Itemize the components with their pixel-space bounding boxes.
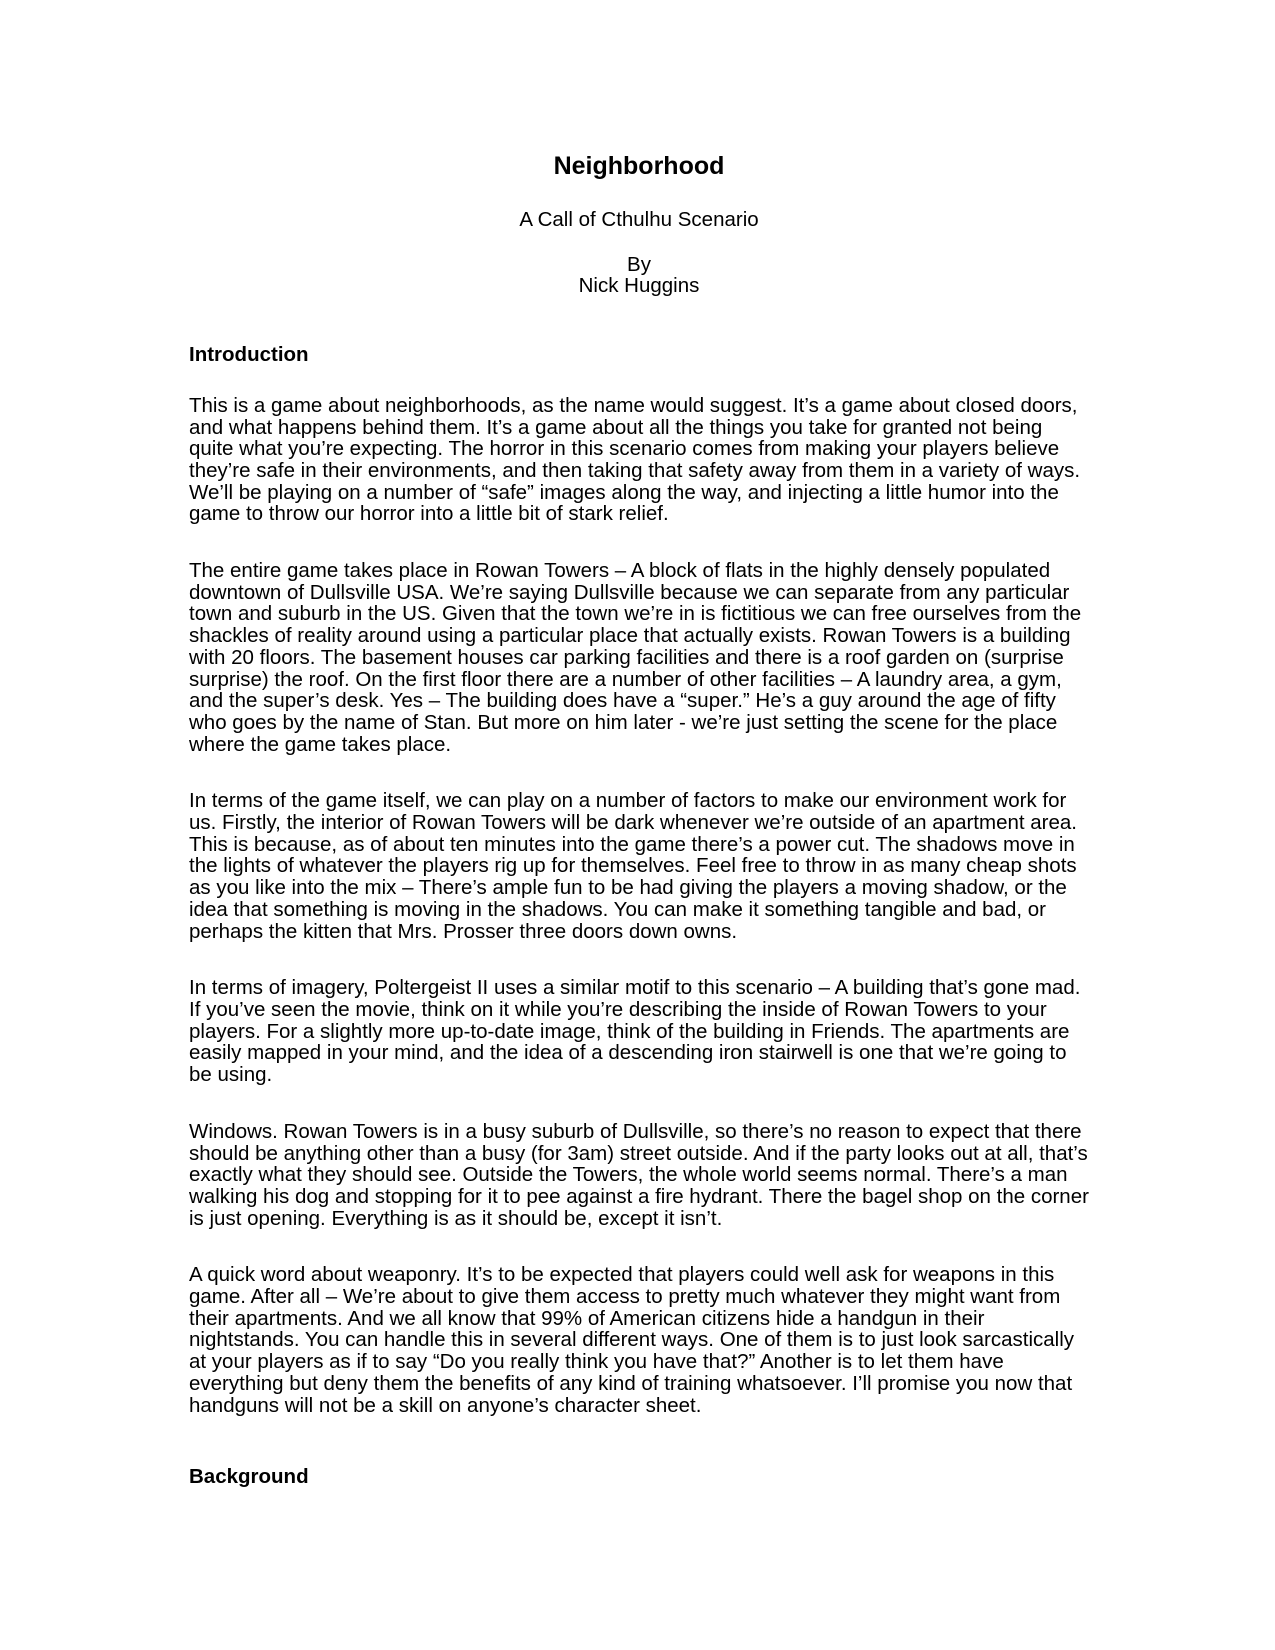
paragraph-intro-2: The entire game takes place in Rowan Towers – A block of flats in the highly densely populated downtown of Dullsville USA. We’re saying Dullsville because we can separate from any particular town and suburb in the US. Given that the town we’re in is fictitious we can free ourselves from the shackles of reality around using a particular place that actually exists. Rowan Towers is a building with 20 floors. The basement houses car parking facilities and there is a roof garden on (surprise surprise) the roof. On the first floor there are a number of other facilities – A laundry area, a gym, and the super’s desk. Yes – The building does have a “super.” He’s a guy around the age of fifty who goes by the name of Stan. But more on him later - we’re just setting the scene for the place where the game takes place. xyxy=(189,559,1082,756)
byline-by: By xyxy=(627,252,651,276)
section-heading-background: Background xyxy=(189,1465,309,1489)
paragraph-intro-4: In terms of imagery, Poltergeist II uses a similar motif to this scenario – A building that’s gone mad. If you’ve seen the movie, think on it while you’re describing the inside of Rowan Towers to your players. For a slightly more up-to-date image, think of the building in Friends. The apartments are easily mapped in your mind, and the idea of a descending iron stairwell is one that we’re going to be using. xyxy=(189,976,1081,1087)
document-title: Neighborhood xyxy=(553,152,725,180)
paragraph-intro-5: Windows. Rowan Towers is in a busy suburb of Dullsville, so there’s no reason to expect that there should be anything other than a busy (for 3am) street outside. And if the party looks out at all, that’s exactly what they should see. Outside the Towers, the whole world seems normal. There’s a man walking his dog and stopping for it to pee against a fire hydrant. There the bagel shop on the corner is just opening. Everything is as it should be, except it isn’t. xyxy=(189,1119,1089,1230)
paragraph-intro-1: This is a game about neighborhoods, as the name would suggest. It’s a game about closed doors, and what happens behind them. It’s a game about all the things you take for granted not being quite what you’re expecting. The horror in this scenario comes from making your players believe they’re safe in their environments, and then taking that safety away from them in a variety of ways. We’ll be playing on a number of “safe” images along the way, and injecting a little humor into the game to throw our horror into a little bit of stark relief. xyxy=(189,393,1081,526)
paragraph-intro-3: In terms of the game itself, we can play on a number of factors to make our environment work for us. Firstly, the interior of Rowan Towers will be dark whenever we’re outside of an apartment area. This is because, as of about ten minutes into the game there’s a power cut. The shadows move in the lights of whatever the players rig up for themselves. Feel free to throw in as many cheap shots as you like into the mix – There’s ample fun to be had giving the players a moving shadow, or the idea that something is moving in the shadows. You can make it something tangible and bad, or perhaps the kitten that Mrs. Prosser three doors down owns. xyxy=(189,789,1077,943)
byline xyxy=(189,254,1089,297)
section-heading-introduction: Introduction xyxy=(189,343,309,367)
paragraph-intro-6: A quick word about weaponry. It’s to be expected that players could well ask for weapons in this game. After all – We’re about to give them access to pretty much whatever they might want from their apartments. And we all know that 99% of American citizens hide a handgun in their nightstands. You can handle this in several different ways. One of them is to just look sarcastically at your players as if to say “Do you really think you have that?” Another is to let them have everything but deny them the benefits of any kind of training whatsoever. I’ll promise you now that handguns will not be a skill on anyone’s character sheet. xyxy=(189,1263,1075,1417)
byline-author: Nick Huggins xyxy=(578,274,700,298)
document-subtitle: A Call of Cthulhu Scenario xyxy=(519,208,759,231)
